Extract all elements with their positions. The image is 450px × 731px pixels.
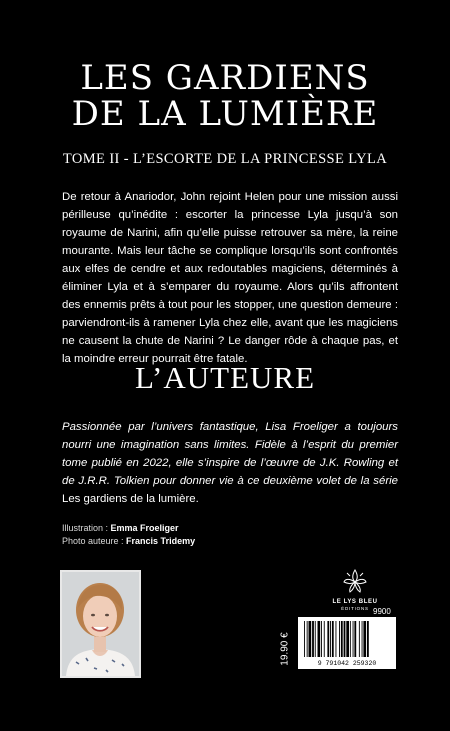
- publisher-sub: ÉDITIONS: [341, 606, 369, 611]
- barcode: [298, 617, 396, 669]
- barcode-bar: [350, 621, 351, 657]
- barcode-bar: [336, 621, 337, 657]
- barcode-bar: [327, 621, 329, 657]
- series-name: Les gardiens de la lumière.: [62, 493, 199, 505]
- barcode-bar: [332, 621, 334, 657]
- barcode-bar: [363, 621, 366, 657]
- photographer-name: Francis Tridemy: [126, 536, 196, 546]
- illustrator-name: Emma Froeliger: [110, 523, 179, 533]
- title-line-1: LES GARDIENS: [80, 58, 370, 98]
- barcode-bar: [304, 621, 305, 657]
- price: [276, 630, 294, 668]
- price-text: 19.90 €: [279, 632, 291, 666]
- author-bio: [62, 418, 398, 508]
- title-line-2: DE LA LUMIÈRE: [71, 94, 379, 134]
- author-bio-text: Passionnée par l’univers fantastique, Lisa Froeliger a toujours nourri une imagination sans limites. Fidèle à l’esprit du premier tome publié en 2022, elle s’inspire de l’œuvre de J.K. Rowling et de J.R.R. Tolkien pour donner vie à ce deuxième volet de la série: [62, 421, 398, 487]
- publisher-logo: [327, 568, 383, 612]
- barcode-bar: [339, 621, 340, 657]
- author-heading: L’AUTEURE: [134, 360, 316, 395]
- product-code: 9900: [373, 607, 391, 616]
- barcode-bar: [321, 621, 322, 657]
- illustration-label: Illustration :: [62, 523, 111, 533]
- illustration-credit: [62, 523, 179, 533]
- barcode-bar: [359, 621, 360, 657]
- isbn-digits: 9 791042 259320: [317, 660, 377, 667]
- synopsis: De retour à Anariodor, John rejoint Helen pour une mission aussi périlleuse qu’inédite : escorter la princesse Lyla jusqu’à son royaume de Narini, afin qu’elle puisse retrouver sa mère, la reine mourante. Mais leur tâche se complique lorsqu’ils sont confrontés aux elfes de cendre et aux redoutables magiciens, déterminés à éliminer Lyla et à s’emparer du royaume. Alors qu’ils affrontent des ennemis prêts à tout pour les stopper, une question demeure : parviendront-ils à ramener Lyla chez elle, avant que les magiciens ne causent la chute de Narini ? Le danger rôde à chaque pas, et la moindre erreur pourrait être fatale.: [62, 191, 398, 365]
- barcode-bar: [318, 621, 321, 657]
- barcode-bar: [346, 621, 349, 657]
- barcode-bar: [330, 621, 331, 657]
- author-photo: [60, 570, 141, 678]
- subtitle: TOME II - L’ESCORTE DE LA PRINCESSE LYLA: [62, 151, 388, 167]
- barcode-bar: [315, 621, 316, 657]
- barcode-bar: [312, 621, 314, 657]
- author-portrait-icon: [62, 572, 139, 676]
- barcode-icon: [298, 617, 396, 669]
- photo-label: Photo auteure :: [62, 536, 127, 546]
- barcode-bar: [309, 621, 312, 657]
- barcode-bar: [341, 621, 343, 657]
- barcode-bar: [362, 621, 363, 657]
- barcode-bar: [354, 621, 356, 657]
- barcode-bar: [344, 621, 346, 657]
- lily-flower-icon: [342, 568, 368, 594]
- publisher-name: LE LYS BLEU: [332, 599, 378, 605]
- barcode-bar: [367, 621, 369, 657]
- photo-credit: [62, 536, 195, 546]
- barcode-bar: [353, 621, 354, 657]
- barcode-bar: [307, 621, 308, 657]
- barcode-bar: [324, 621, 325, 657]
